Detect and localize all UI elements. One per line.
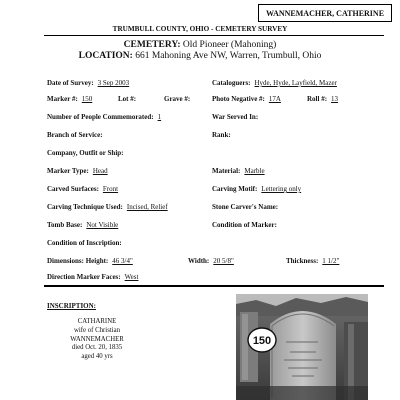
marker-number-field	[47, 88, 92, 106]
condition-of-marker-field	[212, 214, 277, 232]
inscription-line: aged 40 yrs	[81, 353, 113, 361]
roll-number-field	[307, 88, 338, 106]
tomb-base-label: Tomb Base:	[47, 221, 83, 229]
stone-carver-label: Stone Carver's Name:	[212, 203, 279, 211]
record-name-box	[258, 4, 392, 22]
cataloguers-value: Hyde, Hyde, Layfield, Mazer	[254, 79, 337, 87]
condition-of-inscription-field	[47, 232, 122, 250]
inscription-text	[52, 318, 142, 362]
material-value: Marble	[244, 167, 265, 175]
condition-of-inscription-label: Condition of Inscription:	[47, 239, 122, 247]
rank-field	[212, 124, 231, 142]
survey-title: TRUMBULL COUNTY, OHIO - CEMETERY SURVEY	[112, 25, 288, 33]
war-served-field	[212, 106, 258, 124]
lot-number-field	[118, 88, 136, 106]
width-value: 20 5/8"	[213, 257, 234, 265]
height-value: 46 3/4"	[112, 257, 133, 265]
width-label: Width:	[188, 257, 210, 265]
header-rule	[44, 35, 384, 36]
carving-technique-value: Incised, Relief	[126, 203, 168, 211]
height-label: Dimensions: Height:	[47, 257, 109, 265]
tomb-base-value: Not Visible	[86, 221, 119, 229]
photo-negative-label: Photo Negative #:	[212, 95, 265, 103]
photo-negative-field	[212, 88, 281, 106]
carving-motif-label: Carving Motif:	[212, 185, 258, 193]
thickness-value: 1 1/2"	[322, 257, 340, 265]
direction-value: West	[124, 273, 139, 281]
record-name: WANNEMACHER, CATHERINE	[265, 8, 385, 18]
roll-number-value: 13	[331, 95, 339, 103]
photo-negative-value: 17A	[268, 95, 281, 103]
section-rule	[44, 285, 384, 287]
marker-type-value: Head	[92, 167, 108, 175]
stone-carver-field	[212, 196, 278, 214]
direction-label: Direction Marker Faces:	[47, 273, 121, 281]
marker-number-value: 150	[81, 95, 93, 103]
war-served-label: War Served In:	[212, 113, 259, 121]
grave-number-label: Grave #:	[164, 95, 191, 103]
material-label: Material:	[212, 167, 241, 175]
people-commemorated-label: Number of People Commemorated:	[47, 113, 154, 121]
roll-number-label: Roll #:	[307, 95, 328, 103]
width-field	[188, 250, 234, 268]
inscription-line: CATHARINE	[77, 318, 117, 325]
carving-motif-field	[212, 178, 301, 196]
condition-of-marker-label: Condition of Marker:	[212, 221, 277, 229]
cemetery-line	[0, 40, 400, 50]
thickness-label: Thickness:	[286, 257, 319, 265]
location-line	[0, 51, 400, 61]
lot-number-label: Lot #:	[118, 95, 137, 103]
carving-motif-value: Lettering only	[261, 185, 302, 193]
cemetery-label: CEMETERY:	[123, 40, 181, 50]
inscription-line: wife of Christian	[73, 326, 121, 334]
carved-surfaces-label: Carved Surfaces:	[47, 185, 99, 193]
branch-of-service-field	[47, 124, 103, 142]
location-value: 661 Mahoning Ave NW, Warren, Trumbull, Ohio	[135, 51, 322, 61]
company-field	[47, 142, 124, 160]
company-label: Company, Outfit or Ship:	[47, 149, 124, 157]
direction-field	[47, 266, 138, 284]
tomb-base-field	[47, 214, 118, 232]
marker-type-label: Marker Type:	[47, 167, 89, 175]
cemetery-value: Old Pioneer (Mahoning)	[182, 40, 277, 50]
carved-surfaces-field	[47, 178, 118, 196]
carving-technique-label: Carving Technique Used:	[47, 203, 123, 211]
gravestone-photo	[236, 294, 368, 400]
cataloguers-label: Cataloguers:	[212, 79, 251, 87]
inscription-line: WANNEMACHER	[70, 335, 124, 343]
branch-of-service-label: Branch of Service:	[47, 131, 103, 139]
carving-technique-field	[47, 196, 168, 214]
carved-surfaces-value: Front	[102, 185, 119, 193]
thickness-field	[286, 250, 339, 268]
rank-label: Rank:	[212, 131, 231, 139]
location-label: LOCATION:	[78, 51, 133, 61]
photo-marker-number: 150	[252, 335, 272, 347]
inscription-line: died Oct. 20, 1835	[71, 344, 123, 352]
inscription-label: INSCRIPTION:	[47, 302, 97, 310]
date-of-survey-value: 3 Sep 2003	[97, 79, 130, 87]
people-commemorated-field	[47, 106, 161, 124]
marker-type-field	[47, 160, 108, 178]
date-of-survey-label: Date of Survey:	[47, 79, 94, 87]
grave-number-field	[164, 88, 190, 106]
marker-number-label: Marker #:	[47, 95, 78, 103]
gravestone-photo-image	[236, 294, 368, 400]
people-commemorated-value: 1	[157, 113, 162, 121]
material-field	[212, 160, 265, 178]
